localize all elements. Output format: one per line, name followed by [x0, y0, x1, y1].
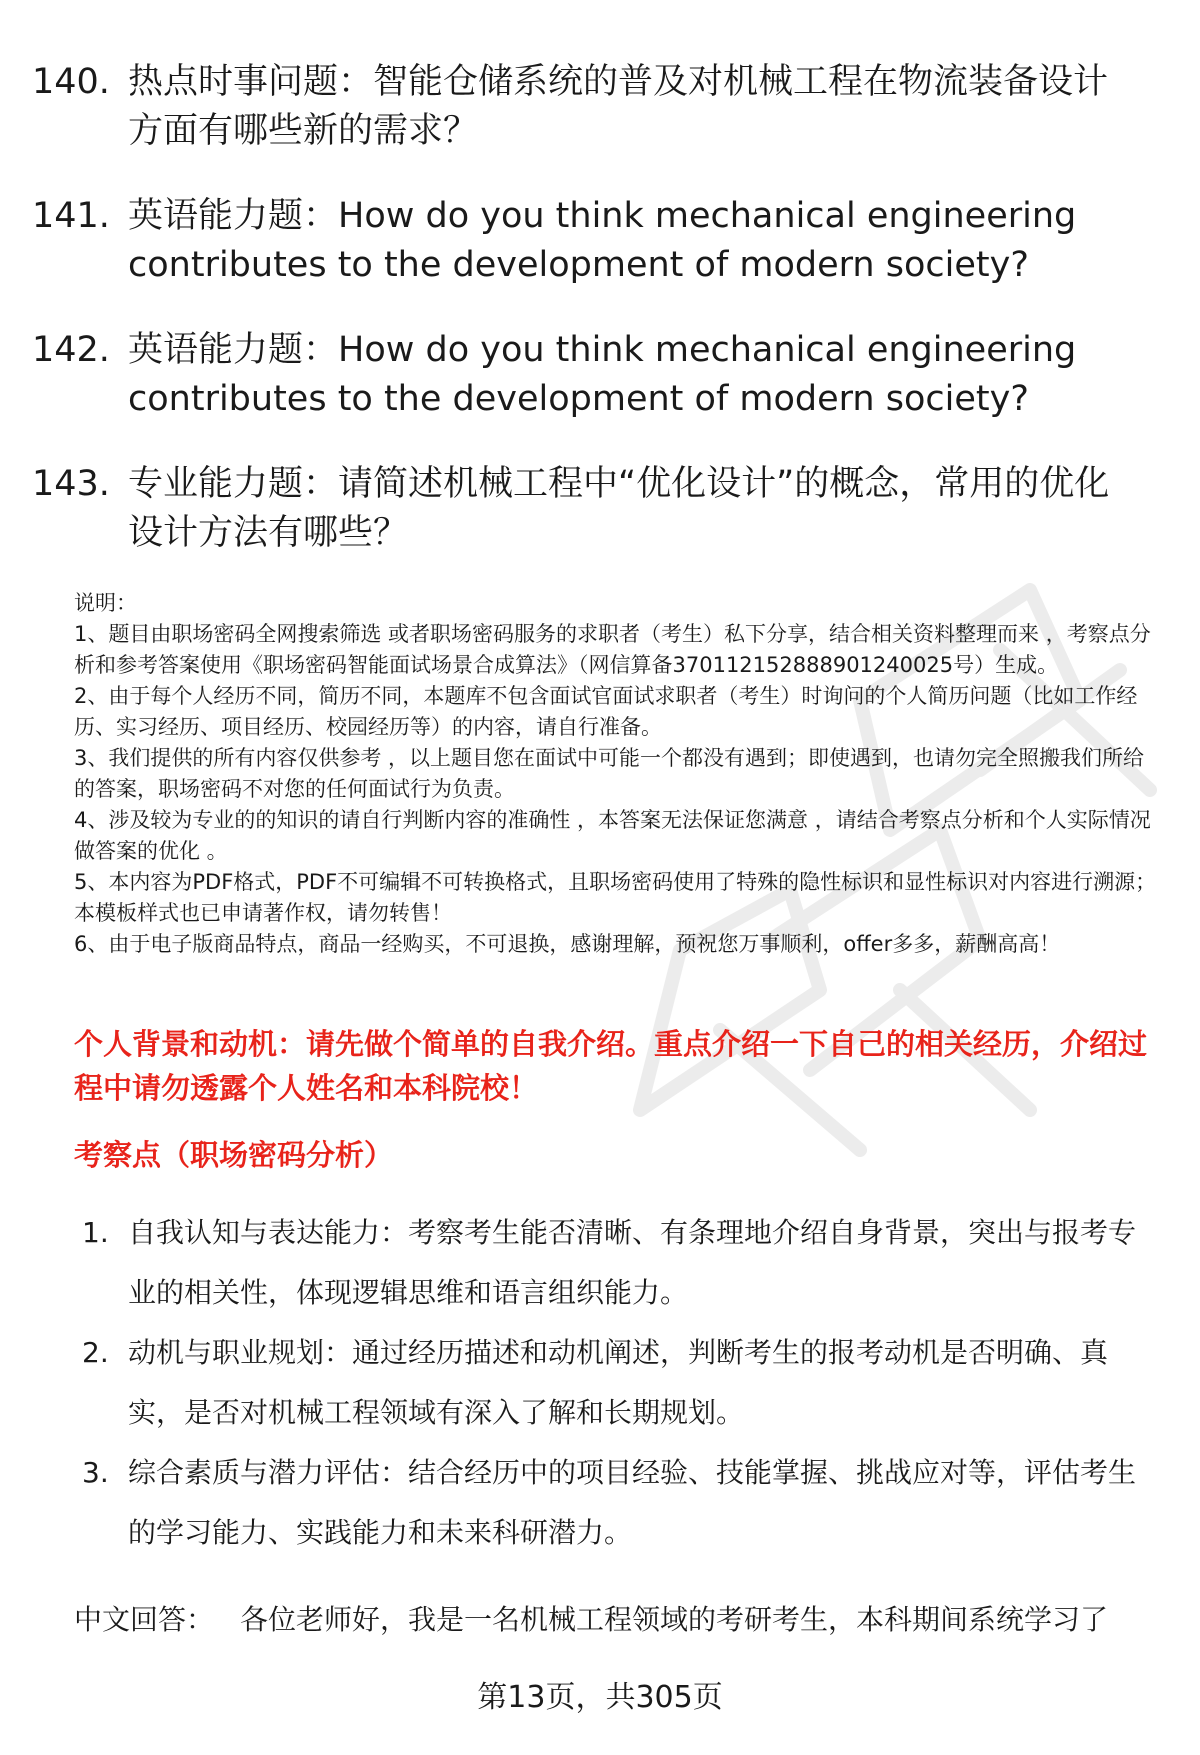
- point-text: 动机与职业规划：通过经历描述和动机阐述，判断考生的报考动机是否明确、真实，是否对机械工程领域有深入了解和长期规划。: [128, 1336, 1109, 1429]
- question-number: 140.: [32, 62, 110, 102]
- section-subheading: 考察点（职场密码分析）: [74, 1138, 394, 1172]
- point-number: 1.: [82, 1216, 109, 1249]
- point-text: 综合素质与潜力评估：结合经历中的项目经验、技能掌握、挑战应对等，评估考生的学习能力、实践能力和未来科研潜力。: [128, 1456, 1137, 1549]
- question-text: 专业能力题：请简述机械工程中“优化设计”的概念，常用的优化设计方法有哪些？: [128, 464, 1110, 553]
- question-item: [32, 326, 1142, 424]
- question-text: 英语能力题：How do you think mechanical engineering contributes to the development of modern society?: [128, 196, 1077, 285]
- section-heading: 个人背景和动机：请先做个简单的自我介绍。重点介绍一下自己的相关经历，介绍过程中请勿透露个人姓名和本科院校！: [74, 1027, 1148, 1105]
- notes-item: 3、我们提供的所有内容仅供参考 ，以上题目您在面试中可能一个都没有遇到；即使遇到，也请勿完全照搬我们所给的答案，职场密码不对您的任何面试行为负责。: [74, 746, 1145, 801]
- notes-block: [74, 588, 1162, 960]
- question-item: [32, 192, 1142, 290]
- notes-title: 说明：: [74, 591, 137, 615]
- question-list: [32, 58, 1142, 594]
- assessment-points: [82, 1203, 1162, 1563]
- notes-item: 4、涉及较为专业的的知识的请自行判断内容的准确性 ，本答案无法保证您满意 ，请结合考察点分析和个人实际情况做答案的优化 。: [74, 808, 1151, 863]
- assessment-point: [82, 1443, 1162, 1563]
- question-number: 142.: [32, 330, 110, 370]
- answer-line: [74, 1595, 1174, 1645]
- page-footer: 第13页，共305页: [477, 1680, 723, 1715]
- point-number: 3.: [82, 1456, 109, 1489]
- question-item: [32, 58, 1142, 156]
- notes-item: 5、本内容为PDF格式，PDF不可编辑不可转换格式，且职场密码使用了特殊的隐性标识和显性标识对内容进行溯源；本模板样式也已申请著作权，请勿转售！: [74, 870, 1157, 925]
- question-item: [32, 460, 1142, 558]
- question-number: 143.: [32, 464, 110, 504]
- notes-item: 2、由于每个人经历不同，简历不同，本题库不包含面试官面试求职者（考生）时询问的个人简历问题（比如工作经历、实习经历、项目经历、校园经历等）的内容，请自行准备。: [74, 684, 1138, 739]
- notes-item: 6、由于电子版商品特点，商品一经购买，不可退换，感谢理解，预祝您万事顺利，offer多多，薪酬高高！: [74, 932, 1061, 956]
- assessment-point: [82, 1203, 1162, 1323]
- assessment-point: [82, 1323, 1162, 1443]
- answer-text: 各位老师好，我是一名机械工程领域的考研考生，本科期间系统学习了: [240, 1603, 1109, 1636]
- notes-item: 1、题目由职场密码全网搜索筛选 或者职场密码服务的求职者（考生）私下分享，结合相关资料整理而来 ，考察点分析和参考答案使用《职场密码智能面试场景合成算法》（网信算备370112152888901240025号）生成。: [74, 622, 1151, 677]
- point-number: 2.: [82, 1336, 109, 1369]
- answer-label: 中文回答：: [74, 1603, 215, 1636]
- question-number: 141.: [32, 196, 110, 236]
- question-text: 英语能力题：How do you think mechanical engineering contributes to the development of modern society?: [128, 330, 1077, 419]
- question-text: 热点时事问题：智能仓储系统的普及对机械工程在物流装备设计方面有哪些新的需求？: [128, 62, 1109, 151]
- point-text: 自我认知与表达能力：考察考生能否清晰、有条理地介绍自身背景，突出与报考专业的相关性，体现逻辑思维和语言组织能力。: [128, 1216, 1137, 1309]
